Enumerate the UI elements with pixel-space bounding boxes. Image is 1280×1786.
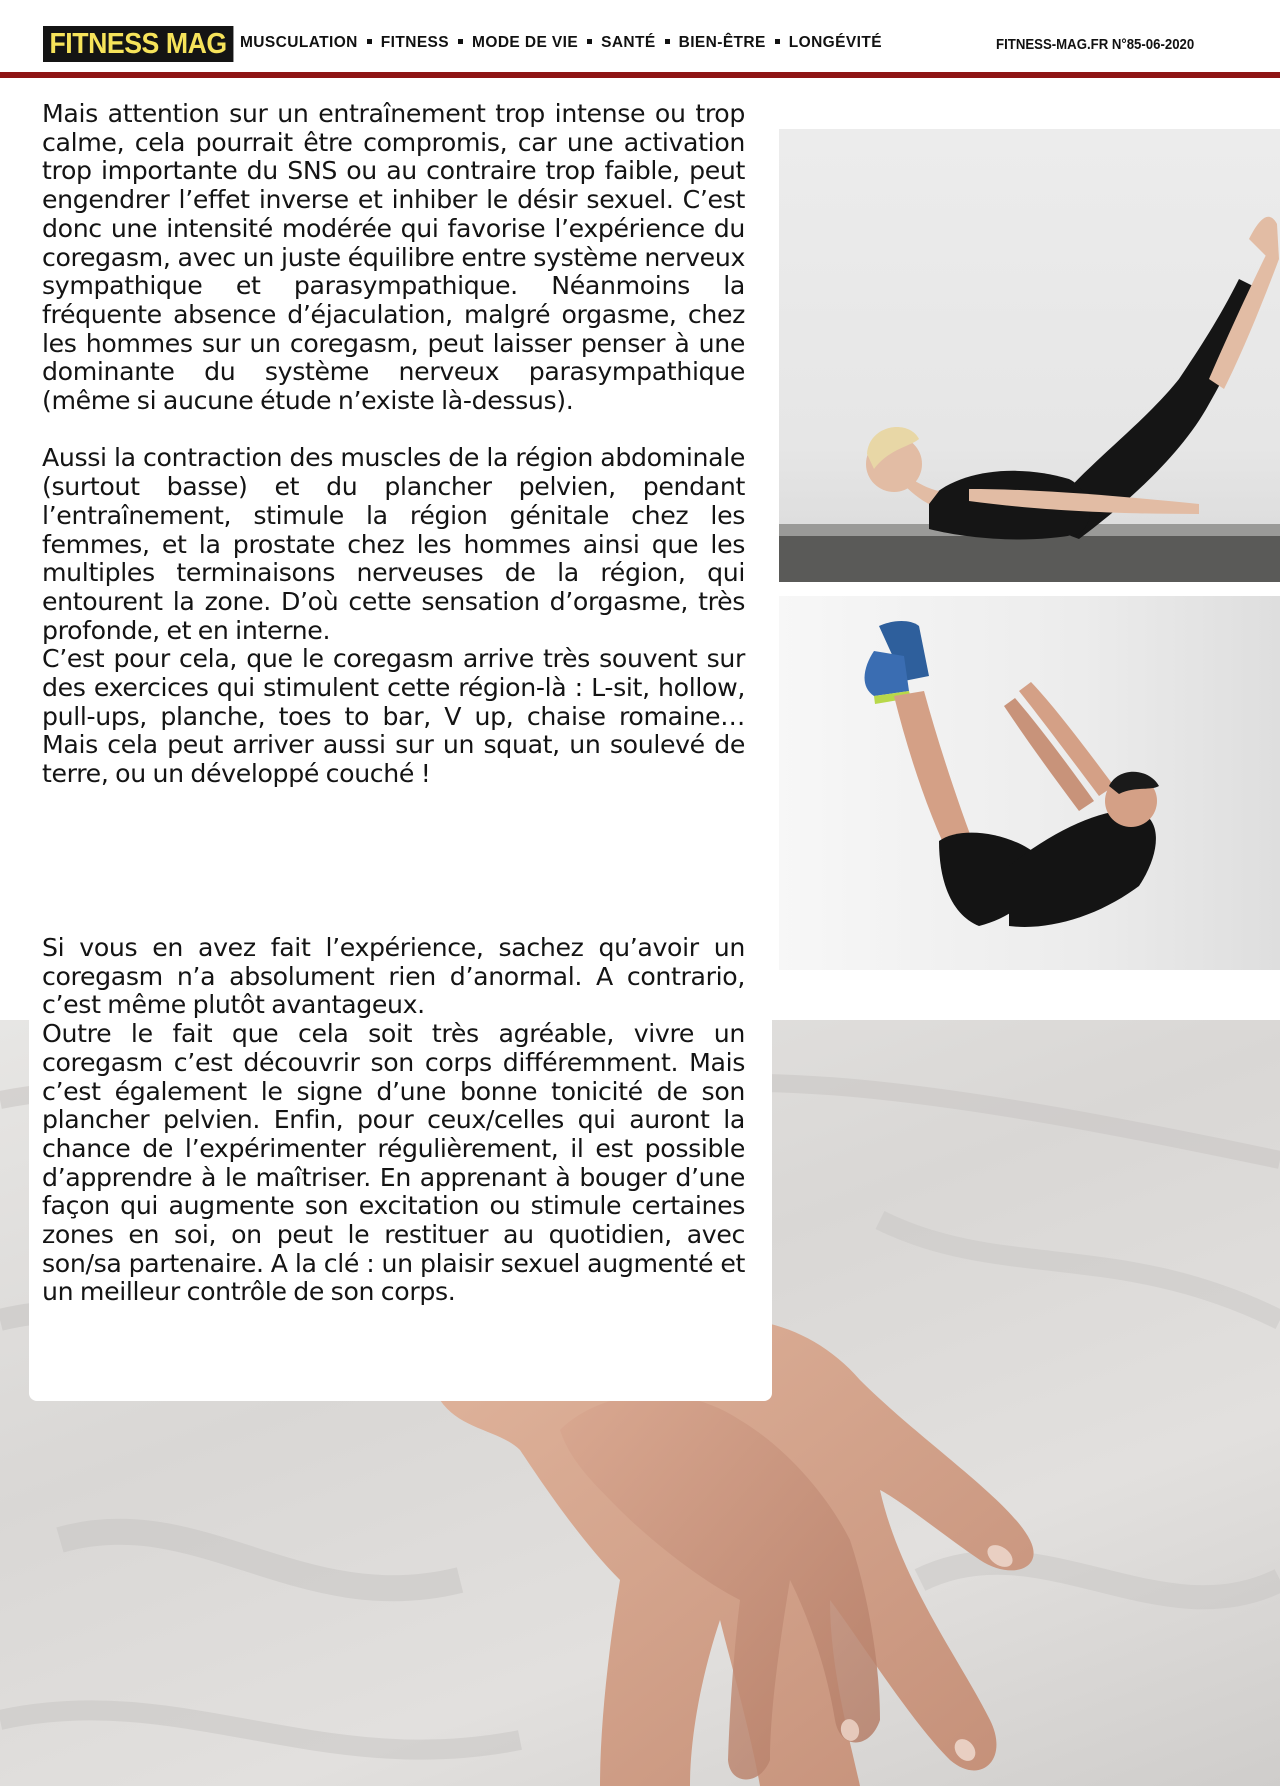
article-paragraph-2: Aussi la contraction des muscles de la région abdominale (surtout basse) et du plancher pelvien, pendant l’entraînement, stimule la région génitale chez les femmes, et la prostate chez les hommes ainsi que les multiples terminaisons nerveuses de la région, qui entourent la zone. D’où cette sensation d’orgasme, très profonde, et en interne. [42, 443, 745, 645]
man-v-up-photo [779, 596, 1280, 970]
nav-item-longevite[interactable]: LONGÉVITÉ [788, 34, 882, 51]
nav-separator [458, 39, 463, 44]
header-rule [0, 72, 1280, 78]
nav-item-mode-de-vie[interactable]: MODE DE VIE [472, 34, 579, 51]
issue-number: FITNESS-MAG.FR N°85-06-2020 [995, 36, 1194, 53]
nav-separator [587, 39, 592, 44]
card-paragraph-2: Outre le fait que cela soit très agréable, vivre un coregasm c’est découvrir son corps différemment. Mais c’est également le signe d’une bonne tonicité de son plancher pelvien. Enfin, pour ceux/celles qui auront la chance de l’expérimenter régulièrement, il est possible d’apprendre à le maîtriser. En apprenant à bouger d’une façon qui augmente son excitation ou stimule certaines zones en soi, on peut le restituer au quotidien, avec son/sa partenaire. A la clé : un plaisir sexuel augmenté et un meilleur contrôle de son corps. [42, 1019, 745, 1307]
nav-separator [367, 39, 372, 44]
card-text-column [42, 934, 745, 1307]
nav-separator [665, 39, 670, 44]
page-header [0, 0, 1280, 80]
woman-v-sit-photo [779, 129, 1280, 582]
category-nav [240, 34, 882, 52]
article-paragraph-3: C’est pour cela, que le coregasm arrive très souvent sur des exercices qui stimulent cette région-là : L-sit, hollow, pull-ups, planche, toes to bar, V up, chaise romaine… Mais cela peut arriver aussi sur un squat, un soulevé de terre, ou un développé couché ! [42, 644, 745, 789]
nav-item-bien-etre[interactable]: BIEN-ÊTRE [678, 34, 766, 51]
nav-item-fitness[interactable]: FITNESS [380, 34, 450, 51]
nav-separator [775, 39, 780, 44]
article-column [42, 100, 745, 789]
nav-item-musculation[interactable]: MUSCULATION [240, 34, 358, 51]
paragraph-gap [42, 416, 745, 445]
nav-item-sante[interactable]: SANTÉ [601, 34, 656, 51]
magazine-logo[interactable]: FITNESS MAG [43, 26, 233, 62]
article-paragraph-1: Mais attention sur un entraînement trop intense ou trop calme, cela pourrait être compromis, car une activation trop importante du SNS ou au contraire trop faible, peut engendrer l’effet inverse et inhiber le désir sexuel. C’est donc une intensité modérée qui favorise l’expérience du coregasm, avec un juste équilibre entre système nerveux sympathique et parasympathique. Néanmoins la fréquente absence d’éjaculation, malgré orgasme, chez les hommes sur un coregasm, peut laisser penser à une dominante du système nerveux parasympathique (même si aucune étude n’existe là-dessus). [42, 99, 745, 416]
card-paragraph-1: Si vous en avez fait l’expérience, sachez qu’avoir un coregasm n’a absolument rien d’anormal. A contrario, c’est même plutôt avantageux. [42, 933, 745, 1020]
